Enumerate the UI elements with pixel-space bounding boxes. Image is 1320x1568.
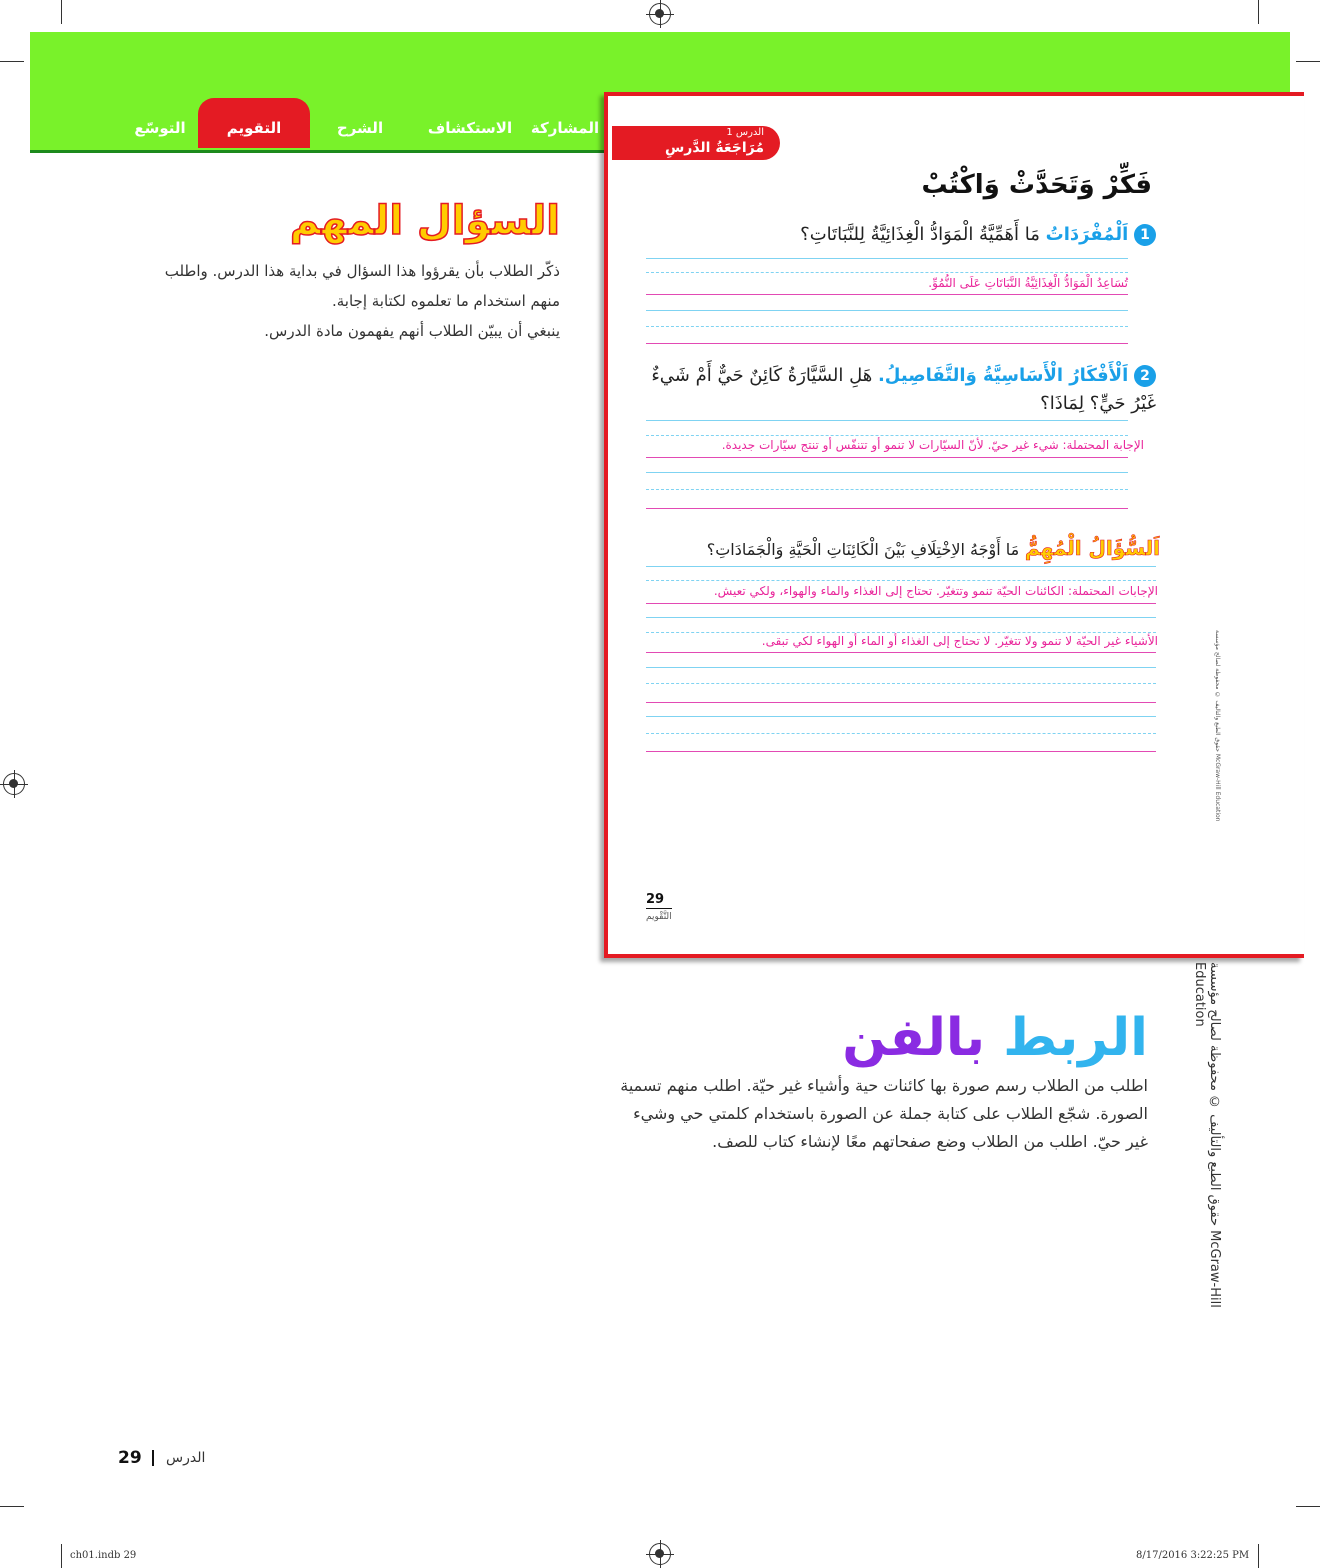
registration-mark-icon [649,1543,671,1565]
writing-line [646,457,1128,458]
writing-line [646,472,1128,473]
student-page-card [604,92,1304,958]
writing-line [646,580,1156,581]
art-connection-title [842,1008,1148,1068]
question-1-key: اَلْمُفْرَدَاتُ [1045,224,1129,245]
writing-line [646,733,1156,734]
review-heading: فَكِّرْ وَتَحَدَّثْ وَاكْتُبْ [921,170,1152,200]
question-2-text: هَلِ السَّيَّارَةُ كَائِنٌ حَيٌّ أَمْ شَيءٌ [651,365,873,386]
writing-line [646,294,1128,295]
page-number: 29 [118,1448,142,1468]
section-tabs [30,108,620,150]
crop-mark [0,61,24,62]
tab-explore[interactable]: الاستكشاف [427,119,513,137]
writing-line [646,652,1156,653]
writing-line [646,310,1128,311]
copyright-notice-small: حقوق الطبع والتأليف © محفوظة لصالح مؤسسة McGraw-Hill Education [1214,630,1221,822]
question-number-1: 1 [1134,224,1156,246]
student-page-number: 29 [646,892,665,907]
badge-lesson-label: الدرس 1 [726,127,764,138]
writing-line [646,272,1128,273]
art-connection-text: اطلب من الطلاب رسم صورة بها كائنات حية وأشياء غير حيّة. اطلب منهم تسمية الصورة. شجّع الطلاب على كتابة جملة عن الصورة باستخدام كلمتي حي وشيء غير حيّ. اطلب من الطلاب وضع صفحاتهم معًا لإنشاء كتاب للصف. [620,1076,1148,1151]
essential-question-title: السؤال المهم [289,198,560,244]
answer-2: الإجابة المحتملة: شيء غير حيّ. لأنّ السيّارات لا تنمو أو تتنفّس أو تنتج سيّارات جديدة. [721,438,1144,452]
slug-date: 8/17/2016 3:22:25 PM [1136,1550,1250,1561]
writing-line [646,343,1128,344]
crop-mark [1296,1506,1320,1507]
essential-question-key: اَلسُّؤَالُ الْمُهِمُّ [1024,536,1160,560]
writing-line [646,435,1128,436]
crop-mark [1258,0,1259,24]
essential-answer-1: الإجابات المحتملة: الكائنات الحيّة تنمو وتتغيّر. تحتاج إلى الغذاء والماء والهواء، ولكي تعيش. [713,584,1158,598]
question-2 [636,362,1156,418]
slug-file: ch01.indb 29 [70,1550,137,1561]
essential-question-item [600,536,1160,560]
student-page-label: التَّقْويم [646,912,672,922]
essential-answer-2: الأشياء غير الحيّة لا تنمو ولا تتغيّر. لا تحتاج إلى الغذاء أو الماء أو الهواء لكي تبقى. [761,634,1158,648]
crop-mark [1258,1544,1259,1568]
question-2-key: اَلْأَفْكَارُ الْأَسَاسِيَّةُ وَالتَّفَاصِيلُ. [877,365,1129,386]
crop-mark [61,1544,62,1568]
writing-line [646,716,1156,717]
footer-separator [152,1450,154,1466]
header-rule [30,150,608,153]
tab-evaluate[interactable]: التقويم [198,98,310,148]
writing-line [646,420,1128,421]
writing-line [646,508,1128,509]
footer-label: الدرس [166,1450,206,1466]
writing-line [646,617,1156,618]
answer-1: تُسَاعِدُ الْمَوَادُّ الْغِذَائِيَّةُ النَّبَاتَاتِ عَلَى النُّمُوِّ. [928,276,1128,290]
essential-question-text: مَا أَوْجَهُ الاِخْتِلَافِ بَيْنَ الْكَائِنَاتِ الْحَيَّةِ وَالْجَمَادَاتِ؟ [706,540,1020,559]
tab-extend[interactable]: التوسّع [134,119,186,137]
copyright-notice: حقوق الطبع والتأليف © محفوظة لصالح مؤسسة McGraw-Hill Education [1192,962,1222,1308]
tab-engage[interactable]: المشاركة [530,119,600,137]
registration-mark-icon [649,3,671,25]
question-1 [636,224,1156,246]
badge-title: مُرَاجَعَةُ الدَّرسِ [664,140,764,156]
question-1-text: مَا أَهَمِّيَّةُ الْمَوَادُّ الْغِذَائِيَّةُ لِلنَّبَاتَاتِ؟ [800,224,1040,245]
writing-line [646,632,1156,633]
crop-mark [1296,61,1320,62]
registration-mark-icon [3,773,25,795]
essential-question-para-2: ينبغي أن يبيّن الطلاب أنهم يفهمون مادة الدرس. [264,322,560,340]
writing-line [646,489,1128,490]
question-2-text-continued: غَيْرُ حَيٍّ؟ لِمَاذَا؟ [1040,393,1156,414]
essential-question-para-1: ذكّر الطلاب بأن يقرؤوا هذا السؤال في بداية هذا الدرس. واطلب منهم استخدام ما تعلموه لكتابة إجابة. [164,262,560,310]
writing-line [646,751,1156,752]
writing-line [646,667,1156,668]
tab-explain[interactable]: الشرح [336,119,384,137]
lesson-review-badge [612,126,780,160]
crop-mark [0,1506,24,1507]
question-number-2: 2 [1134,365,1156,387]
crop-mark [61,0,62,24]
page-number-rule [646,908,672,909]
writing-line [646,566,1156,567]
writing-line [646,326,1128,327]
writing-line [646,258,1128,259]
writing-line [646,683,1156,684]
connection-title-b: بالفن [842,1008,985,1068]
writing-line [646,702,1156,703]
connection-title-a: الربط [1003,1008,1148,1068]
writing-line [646,603,1156,604]
